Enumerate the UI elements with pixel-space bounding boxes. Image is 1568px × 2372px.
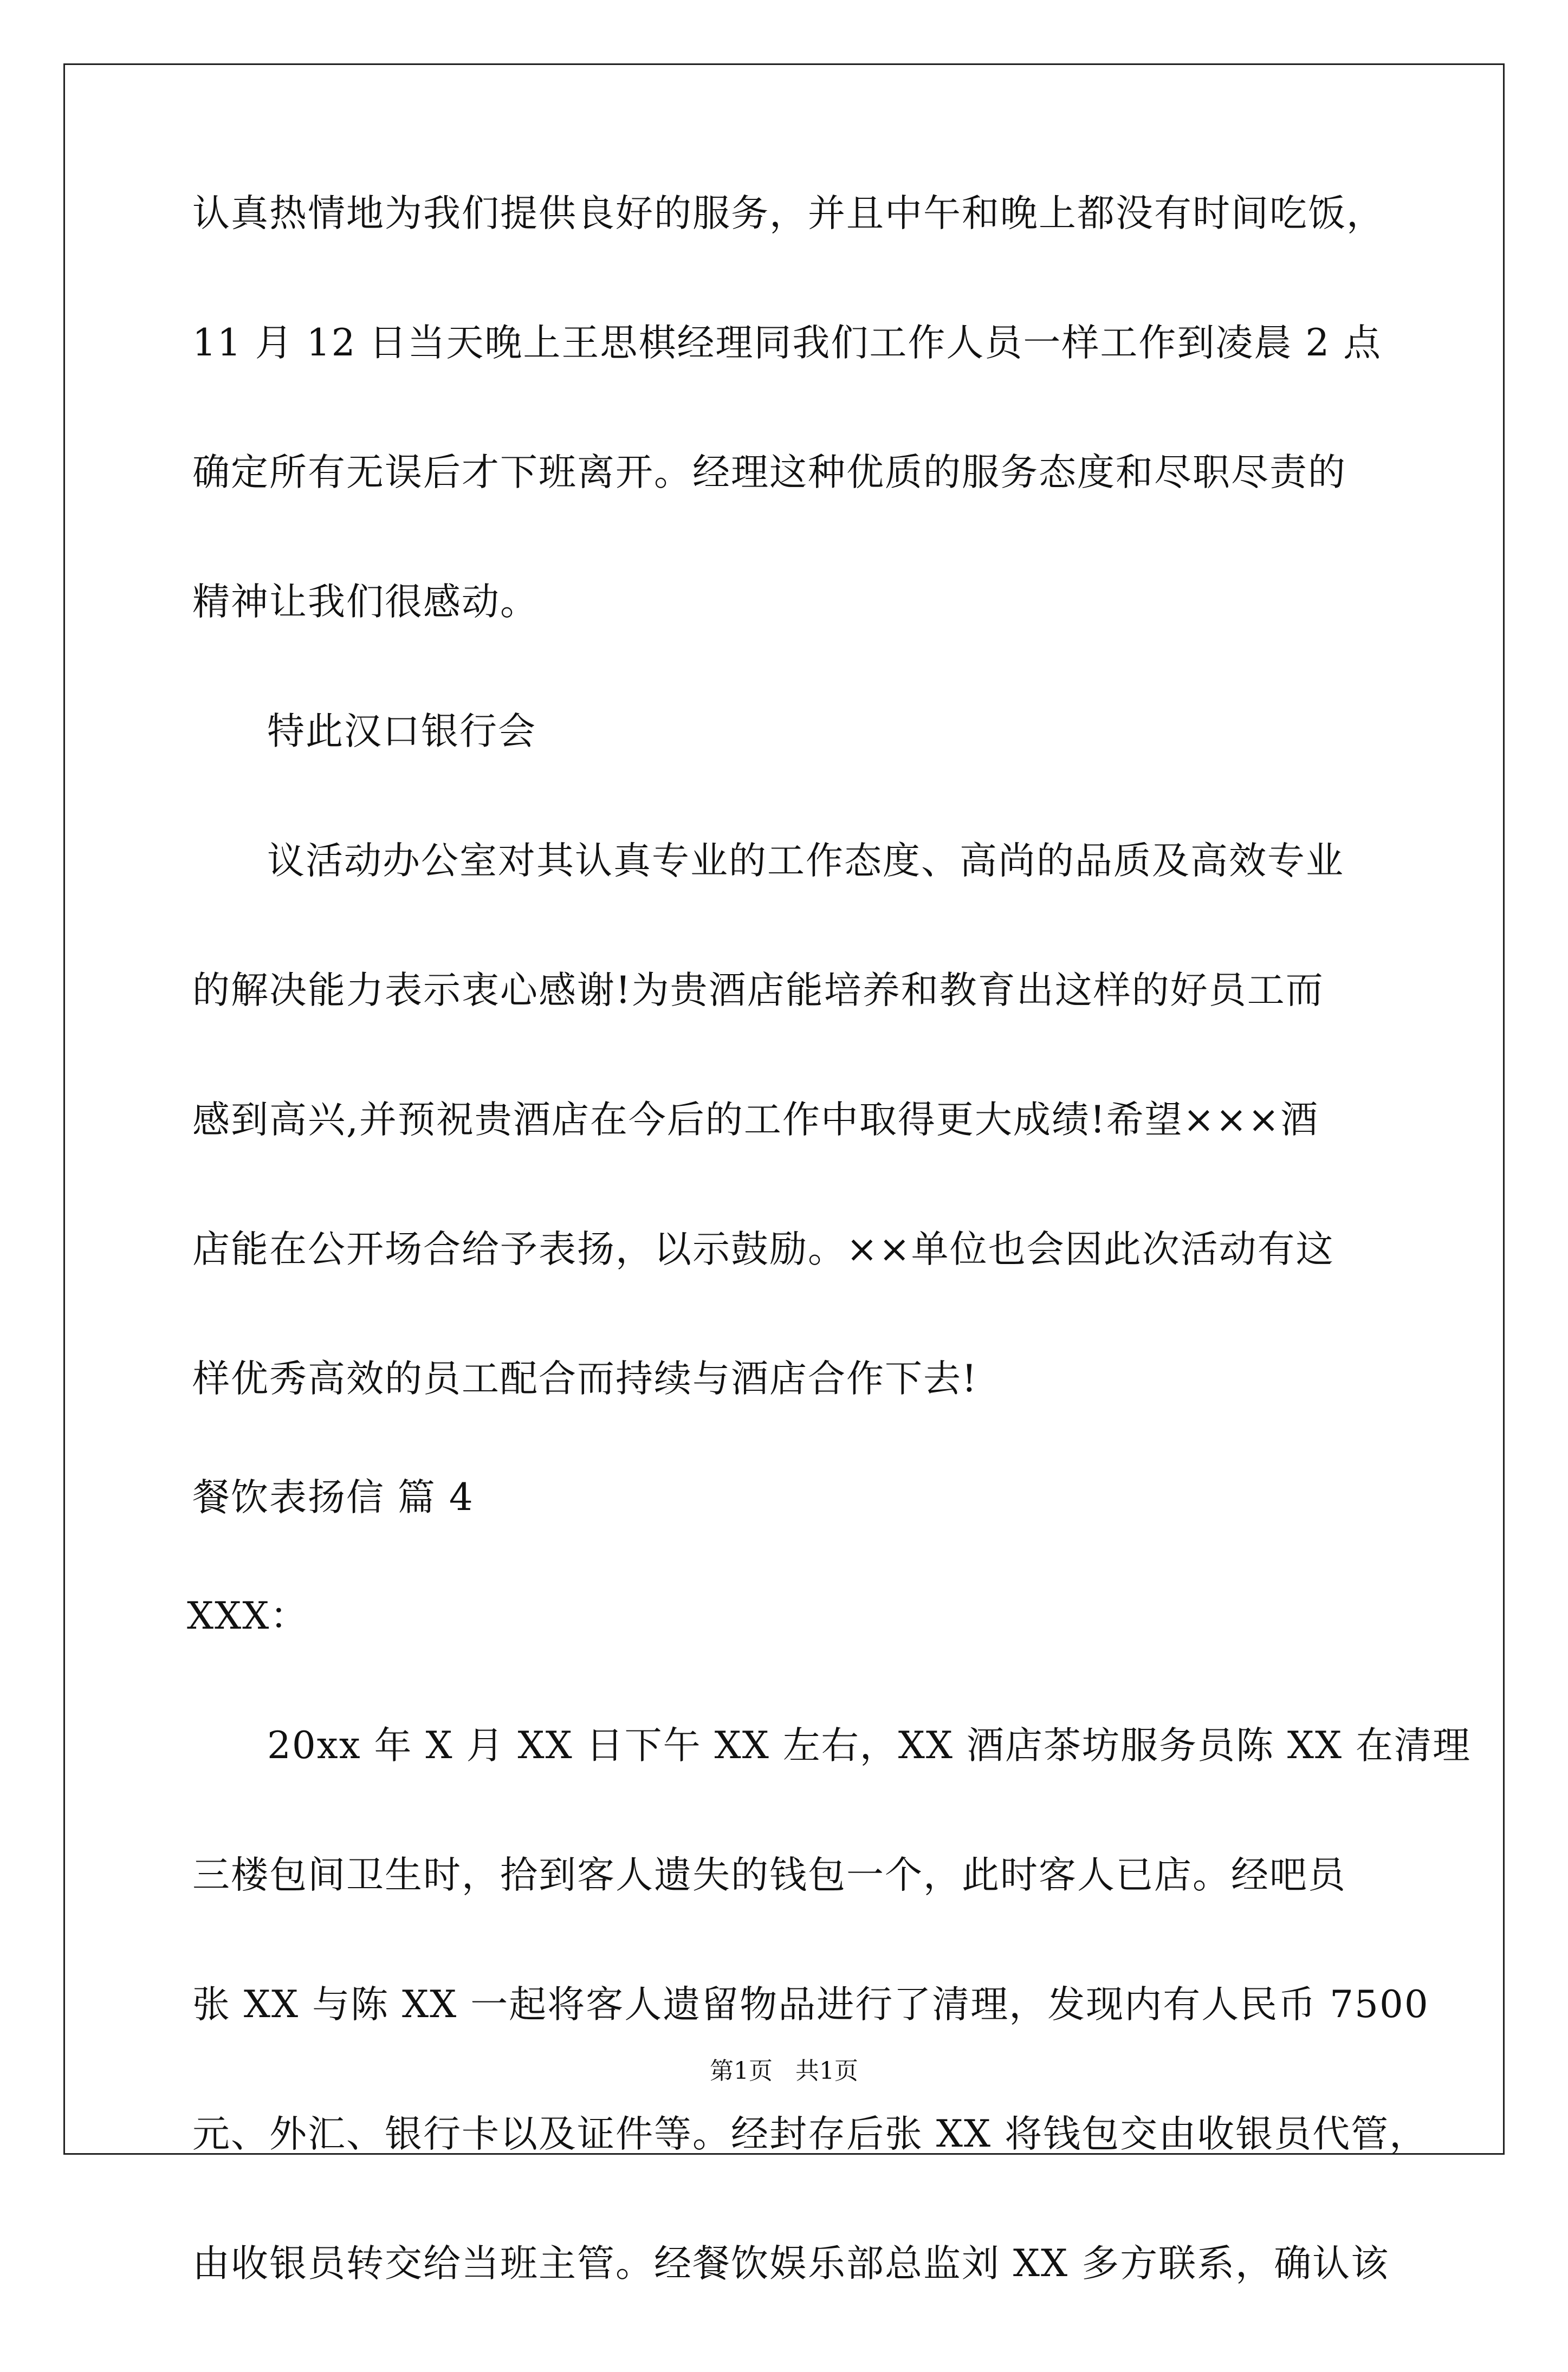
paragraph-line: 元、外汇、银行卡以及证件等。经封存后张 XX 将钱包交由收银员代管，	[192, 2112, 1428, 2156]
paragraph-line: 感到高兴,并预祝贵酒店在今后的工作中取得更大成绩!希望×××酒	[192, 1098, 1319, 1142]
document-body	[187, 192, 1472, 2372]
paragraph-line: 议活动办公室对其认真专业的工作态度、高尚的品质及高效专业	[267, 839, 1344, 883]
paragraph-line: 认真热情地为我们提供良好的服务，并且中午和晚上都没有时间吃饭，	[192, 192, 1385, 235]
paragraph-line: 三楼包间卫生时，拾到客人遗失的钱包一个，此时客人已店。经吧员	[192, 1853, 1346, 1897]
paragraph-line: 店能在公开场合给予表扬，以示鼓励。××单位也会因此次活动有这	[192, 1228, 1334, 1271]
salutation: XXX：	[187, 1595, 309, 1638]
paragraph-line: 由收银员转交给当班主管。经餐饮娱乐部总监刘 XX 多方联系，确认该	[192, 2242, 1390, 2285]
paragraph-line: 11 月 12 日当天晚上王思棋经理同我们工作人员一样工作到凌晨 2 点	[192, 321, 1382, 365]
paragraph-line: 张 XX 与陈 XX 一起将客人遗留物品进行了清理，发现内有人民币 7500	[192, 1983, 1429, 2026]
paragraph-line: 确定所有无误后才下班离开。经理这种优质的服务态度和尽职尽责的	[192, 451, 1346, 494]
page-footer: 第1页 共1页	[710, 2057, 858, 2085]
paragraph-line: 20xx 年 X 月 XX 日下午 XX 左右，XX 酒店茶坊服务员陈 XX 在清理	[267, 1724, 1472, 1767]
paragraph-line: 的解决能力表示衷心感谢!为贵酒店能培养和教育出这样的好员工而	[192, 969, 1324, 1012]
paragraph-line: 样优秀高效的员工配合而持续与酒店合作下去!	[192, 1357, 978, 1401]
paragraph-line: 精神让我们很感动。	[192, 580, 539, 624]
section-heading: 餐饮表扬信 篇 4	[192, 1476, 474, 1519]
paragraph-line: 特此汉口银行会	[267, 710, 536, 753]
